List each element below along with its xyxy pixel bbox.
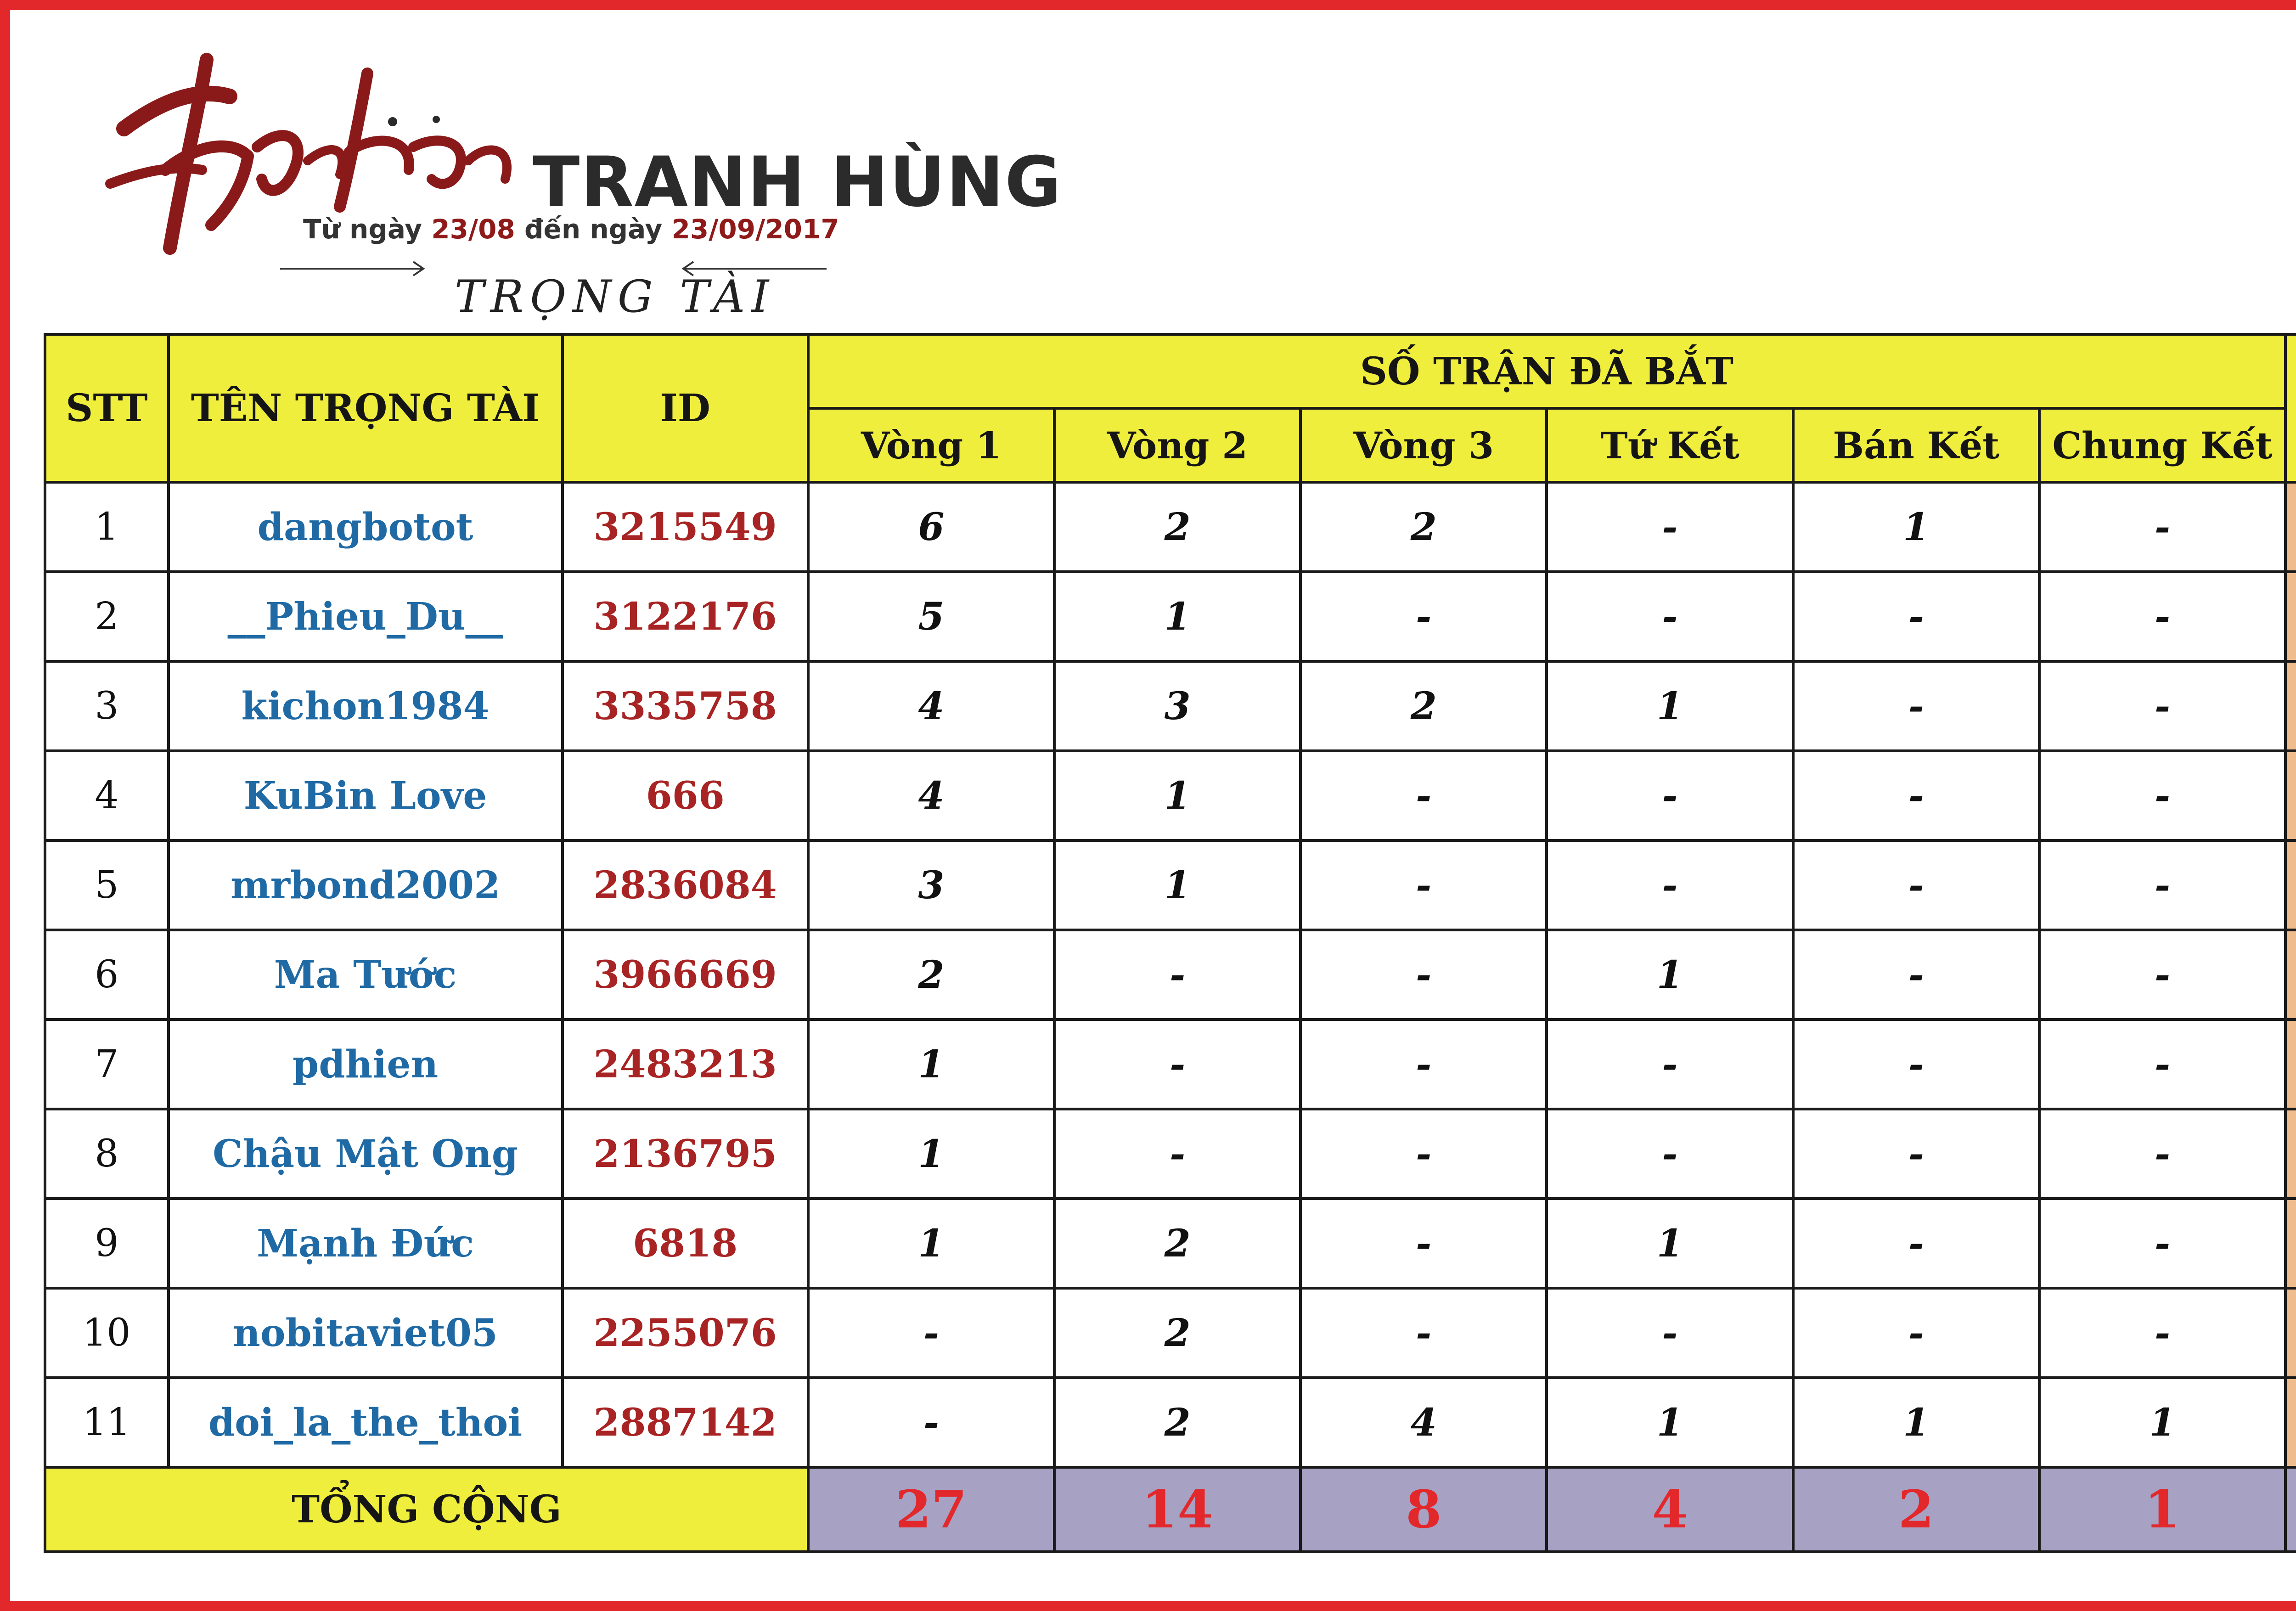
row-round-2: 3 — [1054, 661, 1300, 751]
row-round-2: 1 — [1054, 840, 1300, 930]
row-referee-name: pdhien — [169, 1020, 563, 1109]
row-quarterfinal: 1 — [1547, 930, 1793, 1020]
row-final: - — [2039, 572, 2285, 661]
header-semifinal: Bán Kết — [1793, 408, 2039, 482]
brush-script-logo-icon — [92, 32, 533, 289]
row-final: - — [2039, 482, 2285, 572]
table-row — [45, 1199, 2296, 1288]
header-round-2: Vòng 2 — [1054, 408, 1300, 482]
row-round-3: - — [1300, 1288, 1547, 1378]
header-final: Chung Kết — [2039, 408, 2285, 482]
row-round-1: 4 — [808, 751, 1054, 840]
event-title: TRANH HÙNG — [533, 142, 1063, 222]
row-round-2: 1 — [1054, 751, 1300, 840]
table-row — [45, 1020, 2296, 1109]
row-round-1: - — [808, 1288, 1054, 1378]
row-round-3: - — [1300, 840, 1547, 930]
footer-sum-round-3: 8 — [1300, 1467, 1547, 1552]
row-semifinal: - — [1793, 1020, 2039, 1109]
row-round-1: 5 — [808, 572, 1054, 661]
row-round-3: - — [1300, 930, 1547, 1020]
row-semifinal: 1 — [1793, 482, 2039, 572]
header-stt: STT — [45, 334, 169, 482]
row-semifinal: - — [1793, 572, 2039, 661]
row-stt: 5 — [45, 840, 169, 930]
row-id: 3215549 — [563, 482, 808, 572]
row-total — [2285, 1109, 2296, 1199]
row-referee-name: nobitaviet05 — [169, 1288, 563, 1378]
row-round-3: 2 — [1300, 661, 1547, 751]
row-final: - — [2039, 840, 2285, 930]
header-referee-name: TÊN TRỌNG TÀI — [169, 334, 563, 482]
footer-label: TỔNG CỘNG — [45, 1467, 808, 1552]
row-id: 2136795 — [563, 1109, 808, 1199]
row-semifinal: - — [1793, 661, 2039, 751]
row-total — [2285, 482, 2296, 572]
row-round-1: 2 — [808, 930, 1054, 1020]
row-stt: 8 — [45, 1109, 169, 1199]
row-referee-name: dangbotot — [169, 482, 563, 572]
row-semifinal: 1 — [1793, 1378, 2039, 1467]
row-quarterfinal: 1 — [1547, 1199, 1793, 1288]
row-id: 2483213 — [563, 1020, 808, 1109]
row-round-2: - — [1054, 1020, 1300, 1109]
row-total — [2285, 1199, 2296, 1288]
row-round-2: - — [1054, 1109, 1300, 1199]
row-referee-name: __Phieu_Du__ — [169, 572, 563, 661]
row-stt: 6 — [45, 930, 169, 1020]
footer-sum-round-1: 27 — [808, 1467, 1054, 1552]
row-stt: 10 — [45, 1288, 169, 1378]
row-stt: 1 — [45, 482, 169, 572]
row-quarterfinal: 1 — [1547, 1378, 1793, 1467]
row-round-1: 6 — [808, 482, 1054, 572]
header-round-3: Vòng 3 — [1300, 408, 1547, 482]
row-total — [2285, 840, 2296, 930]
row-round-2: 2 — [1054, 482, 1300, 572]
row-stt: 3 — [45, 661, 169, 751]
row-referee-name: KuBin Love — [169, 751, 563, 840]
row-referee-name: kichon1984 — [169, 661, 563, 751]
row-round-2: 2 — [1054, 1199, 1300, 1288]
row-semifinal: - — [1793, 1288, 2039, 1378]
row-id: 3335758 — [563, 661, 808, 751]
header-matches-group: SỐ TRẬN ĐÃ BẮT — [808, 334, 2285, 408]
row-referee-name: mrbond2002 — [169, 840, 563, 930]
row-semifinal: - — [1793, 751, 2039, 840]
row-semifinal: - — [1793, 1199, 2039, 1288]
row-quarterfinal: - — [1547, 1109, 1793, 1199]
row-total — [2285, 572, 2296, 661]
row-round-1: 1 — [808, 1199, 1054, 1288]
row-quarterfinal: - — [1547, 572, 1793, 661]
table-row — [45, 1288, 2296, 1378]
row-round-1: 1 — [808, 1109, 1054, 1199]
referee-table — [44, 333, 2296, 1553]
row-id: 3966669 — [563, 930, 808, 1020]
row-round-3: - — [1300, 1109, 1547, 1199]
row-stt: 2 — [45, 572, 169, 661]
row-round-3: 4 — [1300, 1378, 1547, 1467]
row-round-2: 2 — [1054, 1378, 1300, 1467]
row-round-2: - — [1054, 930, 1300, 1020]
row-final: - — [2039, 930, 2285, 1020]
footer-sum-final: 1 — [2039, 1467, 2285, 1552]
row-id: 6818 — [563, 1199, 808, 1288]
row-total — [2285, 751, 2296, 840]
row-referee-name: Mạnh Đức — [169, 1199, 563, 1288]
footer-grand-total — [2285, 1467, 2296, 1552]
table-row — [45, 930, 2296, 1020]
row-stt: 7 — [45, 1020, 169, 1109]
row-total — [2285, 1020, 2296, 1109]
table-row — [45, 840, 2296, 930]
row-stt: 9 — [45, 1199, 169, 1288]
row-round-3: - — [1300, 1199, 1547, 1288]
row-total — [2285, 930, 2296, 1020]
event-subtitle: TRỌNG TÀI — [455, 271, 776, 322]
row-referee-name: Ma Tước — [169, 930, 563, 1020]
row-round-1: 3 — [808, 840, 1054, 930]
row-round-3: - — [1300, 751, 1547, 840]
row-quarterfinal: - — [1547, 1288, 1793, 1378]
table-row — [45, 1378, 2296, 1467]
row-quarterfinal: - — [1547, 1020, 1793, 1109]
row-quarterfinal: - — [1547, 482, 1793, 572]
row-round-2: 2 — [1054, 1288, 1300, 1378]
event-dates: Từ ngày 23/08 đến ngày 23/09/2017 — [303, 214, 839, 245]
table-row — [45, 482, 2296, 572]
row-quarterfinal: - — [1547, 751, 1793, 840]
row-referee-name: Chậu Mật Ong — [169, 1109, 563, 1199]
row-quarterfinal: 1 — [1547, 661, 1793, 751]
table-row — [45, 572, 2296, 661]
row-round-2: 1 — [1054, 572, 1300, 661]
row-stt: 11 — [45, 1378, 169, 1467]
row-quarterfinal: - — [1547, 840, 1793, 930]
row-id: 666 — [563, 751, 808, 840]
row-semifinal: - — [1793, 930, 2039, 1020]
row-round-1: 4 — [808, 661, 1054, 751]
row-semifinal: - — [1793, 1109, 2039, 1199]
row-round-1: - — [808, 1378, 1054, 1467]
header-round-1: Vòng 1 — [808, 408, 1054, 482]
row-round-3: 2 — [1300, 482, 1547, 572]
row-round-1: 1 — [808, 1020, 1054, 1109]
row-final: - — [2039, 1109, 2285, 1199]
row-referee-name: doi_la_the_thoi — [169, 1378, 563, 1467]
row-id: 2255076 — [563, 1288, 808, 1378]
row-total — [2285, 1378, 2296, 1467]
row-round-3: - — [1300, 1020, 1547, 1109]
row-final: - — [2039, 661, 2285, 751]
row-id: 2836084 — [563, 840, 808, 930]
header-total — [2285, 334, 2296, 482]
row-id: 3122176 — [563, 572, 808, 661]
table-row — [45, 751, 2296, 840]
row-stt: 4 — [45, 751, 169, 840]
row-final: 1 — [2039, 1378, 2285, 1467]
row-total — [2285, 661, 2296, 751]
row-semifinal: - — [1793, 840, 2039, 930]
event-logo — [92, 32, 1063, 322]
row-total — [2285, 1288, 2296, 1378]
row-final: - — [2039, 1288, 2285, 1378]
header-quarterfinal: Tứ Kết — [1547, 408, 1793, 482]
footer-sum-round-2: 14 — [1054, 1467, 1300, 1552]
table-row — [45, 661, 2296, 751]
footer-sum-semifinal: 2 — [1793, 1467, 2039, 1552]
row-final: - — [2039, 1020, 2285, 1109]
row-final: - — [2039, 1199, 2285, 1288]
header-id: ID — [563, 334, 808, 482]
row-id: 2887142 — [563, 1378, 808, 1467]
table-row — [45, 1109, 2296, 1199]
row-round-3: - — [1300, 572, 1547, 661]
row-final: - — [2039, 751, 2285, 840]
footer-sum-quarterfinal: 4 — [1547, 1467, 1793, 1552]
